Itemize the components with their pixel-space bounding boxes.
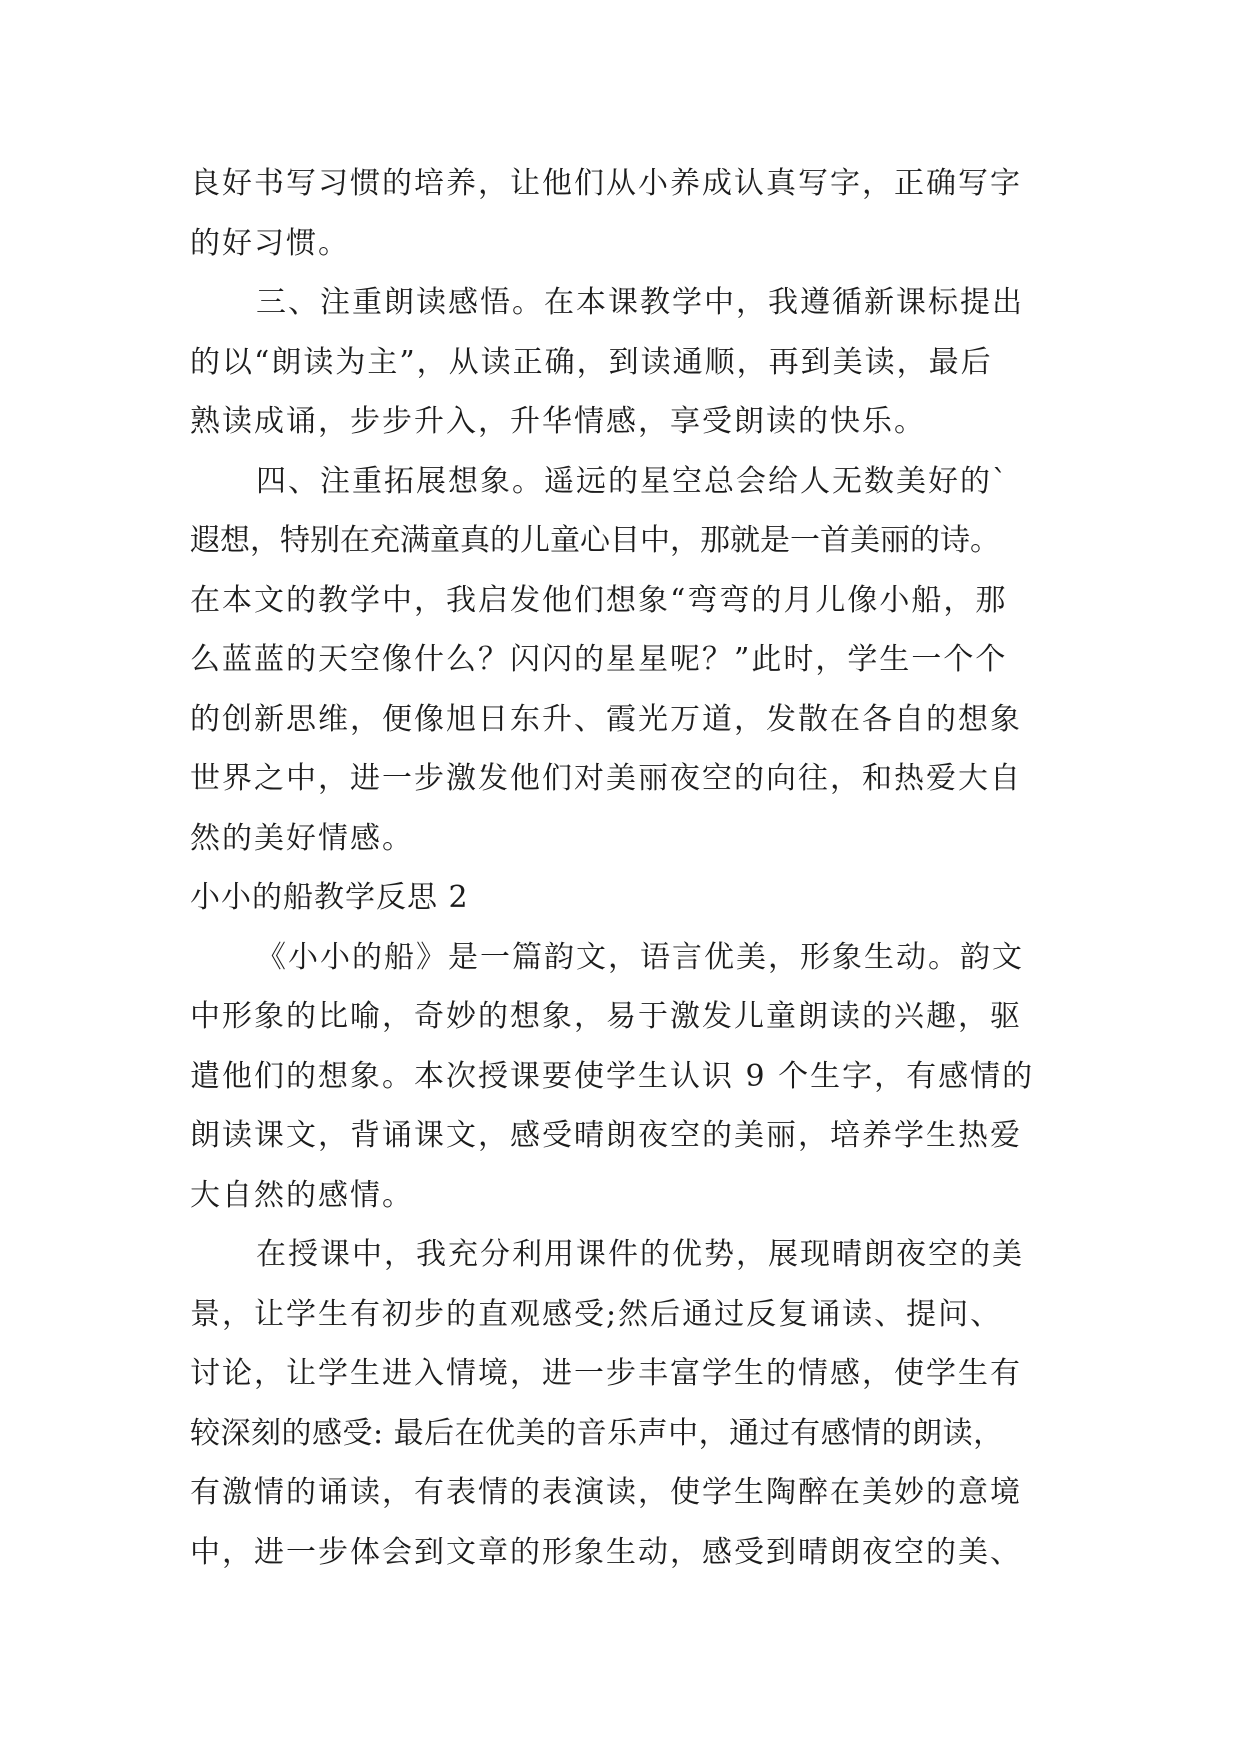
- text-line: 讨论，让学生进入情境，进一步丰富学生的情感，使学生有: [190, 1356, 1022, 1391]
- text-line: 世界之中，进一步激发他们对美丽夜空的向往，和热爱大自: [190, 761, 1022, 796]
- text-line: 良好书写习惯的培养，让他们从小养成认真写字，正确写字: [190, 166, 1022, 201]
- text-line: 熟读成诵，步步升入，升华情感，享受朗读的快乐。: [190, 404, 926, 439]
- text-line: 景，让学生有初步的直观感受;然后通过反复诵读、提问、: [190, 1296, 1003, 1332]
- text-line: 的创新思维，便像旭日东升、霞光万道，发散在各自的想象: [190, 701, 1022, 737]
- section-heading: 小小的船教学反思 2: [190, 880, 469, 915]
- text-line: 然的美好情感。: [190, 820, 414, 856]
- text-line: 大自然的感情。: [190, 1177, 414, 1213]
- text-line: 较深刻的感受: 最后在优美的音乐声中，通过有感情的朗读，: [190, 1415, 1004, 1451]
- text-line: 遣他们的想象。本次授课要使学生认识 9 个生字，有感情的: [190, 1058, 1035, 1094]
- paragraph-start-line: 四、注重拓展想象。遥远的星空总会给人无数美好的`: [256, 463, 1009, 499]
- paragraph-start-line: 三、注重朗读感悟。在本课教学中，我遵循新课标提出: [256, 285, 1024, 320]
- text-line: 中形象的比喻，奇妙的想象，易于激发儿童朗读的兴趣，驱: [190, 999, 1022, 1034]
- text-line: 朗读课文，背诵课文，感受晴朗夜空的美丽，培养学生热爱: [190, 1118, 1022, 1153]
- document-body: [190, 154, 1060, 1582]
- text-line: 的好习惯。: [190, 225, 350, 261]
- text-line: 遐想，特别在充满童真的儿童心目中，那就是一首美丽的诗。: [190, 523, 1000, 558]
- text-line: 中，进一步体会到文章的形象生动，感受到晴朗夜空的美、: [190, 1534, 1022, 1570]
- text-line: 有激情的诵读，有表情的表演读，使学生陶醉在美妙的意境: [190, 1475, 1022, 1510]
- text-line: 的以“朗读为主”，从读正确，到读通顺，再到美读，最后: [190, 344, 993, 380]
- text-line: 在本文的教学中，我启发他们想象“弯弯的月儿像小船，那: [190, 582, 1008, 618]
- text-line: 么蓝蓝的天空像什么？闪闪的星星呢？”此时，学生一个个: [190, 642, 1008, 677]
- paragraph-start-line: 《小小的船》是一篇韵文，语言优美，形象生动。韵文: [256, 939, 1024, 975]
- paragraph-start-line: 在授课中，我充分利用课件的优势，展现晴朗夜空的美: [256, 1237, 1024, 1272]
